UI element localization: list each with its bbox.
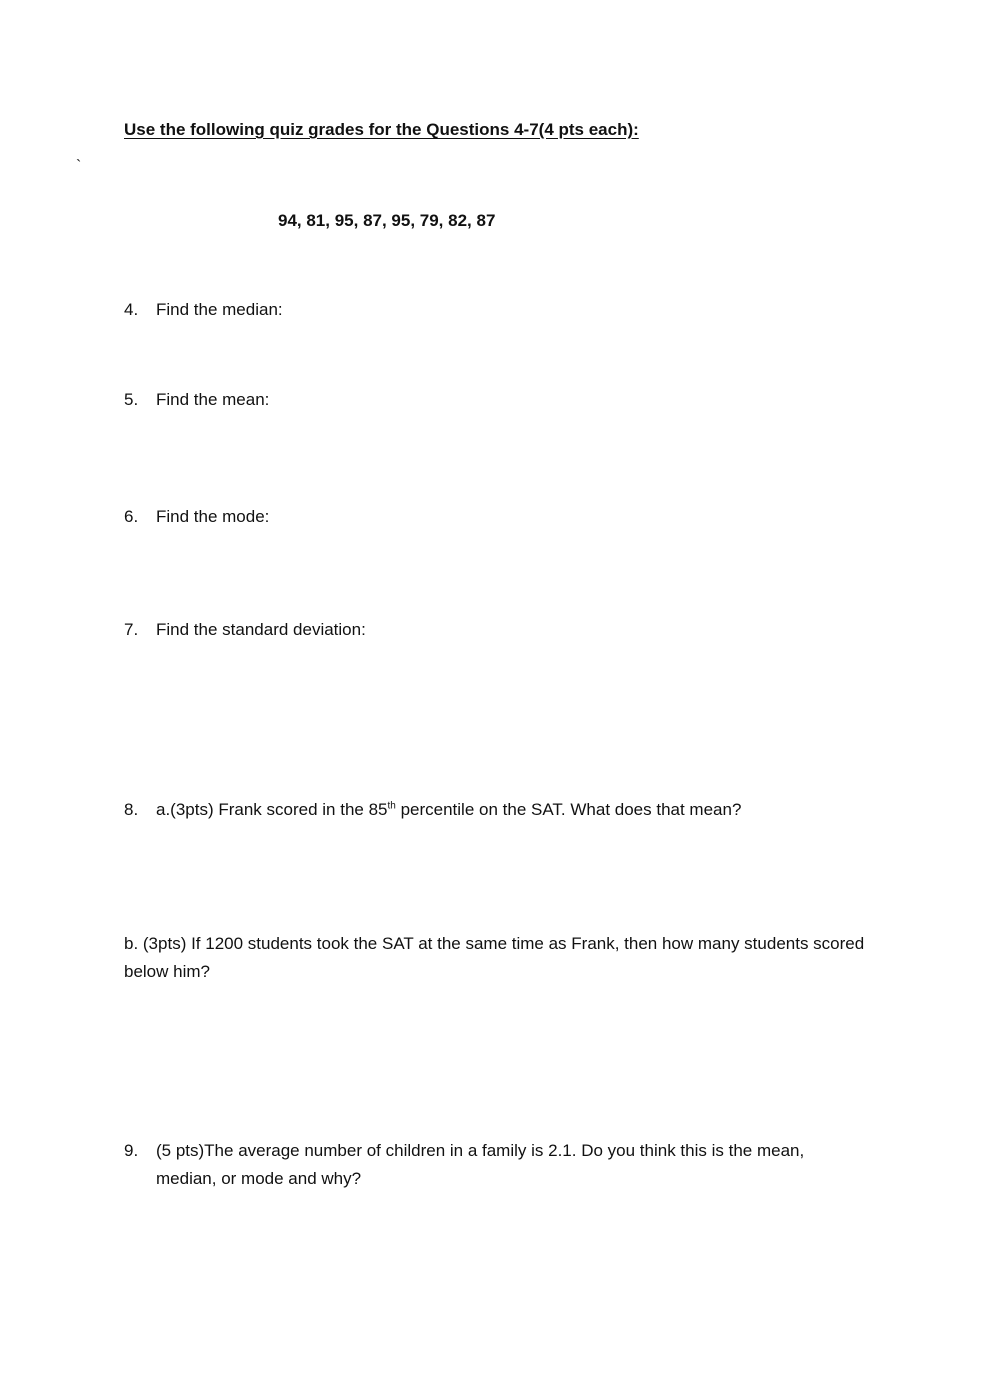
question-8b-line-1: b. (3pts) If 1200 students took the SAT at the same time as Frank, then how many students scored <box>124 934 865 953</box>
question-5-number: 5. <box>124 390 139 409</box>
question-8a-text-post: percentile on the SAT. What does that mean? <box>395 800 742 819</box>
question-9-number: 9. <box>124 1141 139 1160</box>
question-8a-text-pre: a.(3pts) Frank scored in the 85 <box>156 800 388 819</box>
question-4-number: 4. <box>124 300 139 319</box>
question-8a-ordinal-suffix: th <box>387 800 396 812</box>
question-9-line-2: median, or mode and why? <box>156 1169 362 1188</box>
question-6-number: 6. <box>124 507 139 526</box>
question-7-number: 7. <box>124 620 139 639</box>
question-6-text: Find the mode: <box>156 507 270 526</box>
stray-mark: ` <box>76 158 82 175</box>
instructions-heading: Use the following quiz grades for the Questions 4-7(4 pts each): <box>124 120 639 139</box>
question-8-number: 8. <box>124 800 139 819</box>
question-8b-line-2: below him? <box>124 962 210 981</box>
question-4-text: Find the median: <box>156 300 283 319</box>
question-9-line-1: (5 pts)The average number of children in a family is 2.1. Do you think this is the mean, <box>156 1141 805 1160</box>
quiz-grades-list: 94, 81, 95, 87, 95, 79, 82, 87 <box>278 211 496 230</box>
question-8a-text <box>156 800 741 820</box>
question-7-text: Find the standard deviation: <box>156 620 366 639</box>
question-5-text: Find the mean: <box>156 390 270 409</box>
